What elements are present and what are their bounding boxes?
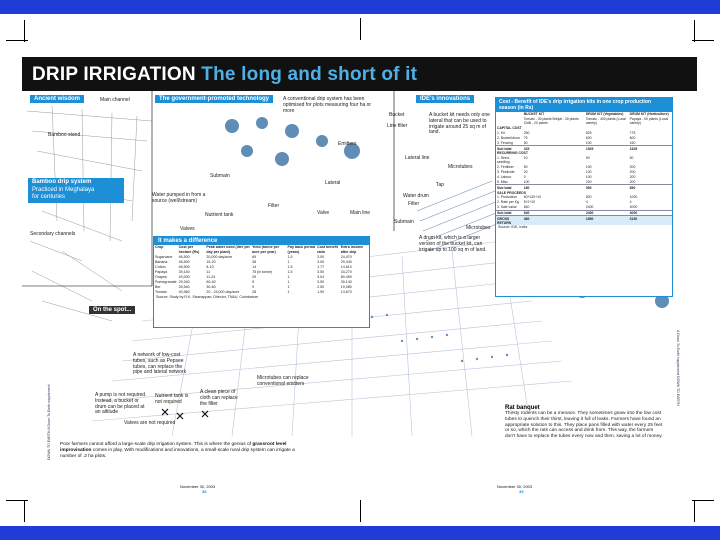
difference-source: Source: Study by R.K. Sivanappan, Director, TNAU, Coimbatore	[156, 295, 259, 300]
cost-cell: 50	[523, 140, 528, 145]
cost-subtotal-cell: Sub total	[496, 146, 523, 151]
intro-paragraph	[60, 442, 310, 460]
secondary-channels-label: Secondary channels	[30, 231, 76, 237]
crop-mark	[24, 20, 25, 42]
difference-cell: 3.50	[317, 280, 325, 285]
cost-sub-head-row	[496, 117, 672, 126]
cost-subtotal-cell: Sub total	[496, 185, 523, 190]
difference-cell: Pomegranate	[155, 280, 177, 285]
cost-cell: 4	[629, 200, 632, 205]
cost-cell: 50	[523, 165, 528, 170]
microtubes2-label: Microtubes	[466, 225, 491, 231]
cost-cell: 75	[523, 135, 528, 140]
cost-cell: 60+120+10	[523, 195, 541, 200]
difference-cell: 3.50	[317, 270, 325, 275]
drum-kit-desc: A drum kit, which is a larger version of the bucket kit, can irrigate up to 100 sq m of land.	[419, 235, 487, 253]
difference-cell: 14,670	[340, 290, 352, 295]
cost-subtotal-cell: 1525	[629, 146, 672, 151]
cost-subtotal-cell: 640	[523, 210, 585, 216]
intro-before: Poor farmers cannot afford a large-scale drip irrigation system. This is where the genius of	[60, 442, 251, 447]
difference-cell: 80,490	[340, 275, 352, 280]
cost-cell: 200	[585, 179, 592, 184]
difference-cell: 3.04	[317, 275, 325, 280]
ancient-wisdom-heading: Ancient wisdom	[30, 95, 84, 103]
difference-cell: 39,140	[178, 270, 190, 275]
cost-subtotal-cell: 180	[523, 185, 585, 190]
cost-subtotal-cell: Sub total	[496, 210, 523, 216]
col-header: Cost per hectare (Rs)	[178, 245, 200, 254]
cost-cell: 4000	[629, 205, 638, 210]
water-drum-label: Water drum	[403, 193, 429, 199]
cost-col-head: BUCKET KIT	[523, 112, 545, 117]
cost-cell: 2. Rate per Kg	[497, 200, 519, 205]
valve-cross-marks	[162, 409, 208, 419]
difference-cell: 40,960	[178, 290, 190, 295]
col-header: Cost benefit ratio	[317, 245, 338, 254]
title-bar	[22, 57, 697, 91]
difference-cell: 15-20	[206, 259, 216, 264]
nutrient-note: Nutrient tank is not required	[155, 393, 189, 405]
col-header: Crop	[155, 245, 164, 250]
cost-cell: 20	[523, 170, 528, 175]
difference-cell: Tomato	[155, 290, 167, 295]
difference-cell: 1	[287, 285, 290, 290]
cost-cell: 2400	[585, 205, 594, 210]
cost-heading: Cost - Benefit of IDE's drip irrigation kits in one crop production season (in Rs)	[496, 98, 672, 112]
difference-cell: 19,080	[340, 285, 352, 290]
crop-mark	[692, 40, 714, 41]
difference-cell: 14	[252, 264, 257, 269]
difference-cell: 11-24	[206, 275, 216, 280]
difference-cell: 1	[287, 259, 290, 264]
cost-cell: 50	[629, 156, 634, 161]
filter-label: Filter	[268, 203, 280, 209]
difference-table	[154, 245, 369, 295]
gross-cell: 3150	[629, 216, 672, 225]
difference-cell: Ber	[155, 285, 161, 290]
bamboo-sketch	[27, 106, 152, 321]
cost-sub-head: Tomato - 400 plants (Local variety)	[585, 117, 626, 126]
difference-cell: Banana	[155, 259, 168, 264]
cost-sub-head: Papaya - 50 plants (Local variety)	[629, 117, 669, 126]
difference-cell: 30-60	[206, 285, 216, 290]
ide-heading: IDE's innovations	[416, 95, 474, 103]
lateral-line-label: Lateral line	[405, 155, 430, 161]
top-blue-band	[0, 0, 720, 14]
cost-cell: 640	[523, 205, 530, 210]
cost-subtotal-cell: 4000	[629, 210, 672, 216]
cost-subtotal-cell: 2400	[585, 210, 629, 216]
cloth-note: A clean piece of cloth can replace the filter	[200, 389, 238, 407]
cost-source: Source: IDE, India	[498, 225, 528, 230]
cost-cell: 10	[523, 156, 528, 161]
cost-cell: 200	[629, 170, 636, 175]
difference-cell: 34,270	[340, 270, 352, 275]
bamboo-box-line: Bamboo drip system	[32, 179, 92, 185]
crop-mark	[360, 500, 361, 522]
difference-cell: 8-10	[206, 264, 214, 269]
cost-cell: 5+2+10	[523, 200, 536, 205]
cost-cell: 200	[629, 175, 636, 179]
cost-cell: 1. Production	[497, 195, 517, 200]
side-running-head-right: A Down To Earth supplement DOWN TO EARTH	[676, 330, 680, 406]
footer-date-left: November 30, 2003	[180, 484, 216, 489]
difference-cell: 60-40	[206, 280, 216, 285]
network-note: A network of low-cost tubes, such as Pepsee tubes, can replace the pipe and lateral network	[133, 352, 187, 376]
cost-cell: 50	[585, 156, 590, 161]
cost-row	[496, 156, 672, 165]
col-header: Pay back period (years)	[287, 245, 316, 254]
cost-cell: 3. Fencing	[497, 140, 513, 145]
gross-cell: GROSS RETURN	[496, 216, 523, 225]
cost-cell: 250	[523, 131, 530, 136]
difference-cell: 38	[252, 259, 257, 264]
cost-col-head: DRUM KIT (Vegetables)	[585, 112, 624, 117]
difference-cell: 46,500	[178, 259, 190, 264]
cost-cell: 600	[585, 135, 592, 140]
cost-sections	[496, 126, 672, 216]
cost-subtotal-cell: 1525	[585, 146, 629, 151]
pump-note: A pump is not required. Instead, a bucket or drum can be placed at an altitude	[95, 392, 147, 416]
col-header: Extra income after drip	[340, 245, 364, 254]
cost-cell: 775	[629, 131, 636, 136]
cost-cell: 1000	[629, 195, 638, 200]
cost-subtotal-cell: 325	[523, 146, 585, 151]
tap-label: Tap	[436, 182, 445, 188]
cost-cell: 1. Seed, seedling	[497, 156, 510, 165]
crop-mark	[694, 500, 695, 522]
side-running-head-left: DOWN TO EARTH A Down To Earth supplement	[47, 384, 51, 460]
page-number-left: 38	[202, 489, 207, 494]
difference-cell: Cotton	[155, 264, 166, 269]
bucket-kit-desc: A bucket kit needs only one lateral that can be used to irrigate around 25 sq m of land.	[429, 112, 490, 136]
rat-banquet-box	[505, 405, 663, 459]
difference-cell: 24,470	[340, 254, 352, 259]
on-the-spot-heading: On the spot...	[89, 306, 135, 314]
page-number-right: 39	[519, 489, 524, 494]
page-title	[32, 64, 417, 86]
title-sub: The long and short of it	[201, 64, 418, 85]
submain-label: Submain	[210, 173, 230, 179]
mainline-label: Main line	[350, 210, 371, 216]
crop-mark	[694, 20, 695, 42]
crop-mark	[24, 500, 25, 522]
difference-cell: 1.77	[317, 264, 325, 269]
lateral-label: Lateral	[325, 180, 341, 186]
crop-mark	[360, 18, 361, 40]
difference-cell: 20 - 24,000 day/acre	[206, 290, 240, 295]
cost-sub-head	[496, 117, 523, 126]
cost-cell: 800	[585, 195, 592, 200]
cost-cell: 4. Labour	[497, 175, 512, 179]
difference-cell: 1.5	[287, 270, 293, 275]
ide-submain-label: Submain	[394, 219, 414, 225]
bottom-blue-band	[0, 526, 720, 540]
difference-cell: Sugarcane	[155, 254, 173, 259]
valve-label: Valve	[317, 210, 330, 216]
difference-cell: 46,500	[178, 264, 190, 269]
conventional-note: A conventional drip system has been optimised for plots measuring four ha or more	[283, 96, 372, 114]
difference-cell: 28	[252, 290, 257, 295]
cost-cell: 100	[585, 140, 592, 145]
cost-sub-head: Tomato - 30 plants Brinjal - 30 plants Chilli - 20 plants	[523, 117, 579, 126]
cost-cell: 200	[629, 179, 636, 184]
microtubes-note: Microtubes can replace conventional emitters	[257, 375, 309, 387]
cost-cell: 2. Bucket/drum	[497, 135, 520, 140]
microtubes-label: Microtubes	[448, 164, 473, 170]
cost-section-title: RECURRING COST	[497, 151, 528, 156]
valves-note: Valves are not required	[124, 420, 176, 426]
bamboo-box-line: Practiced in Meghalaya	[32, 186, 95, 193]
difference-cell: Grapes	[155, 275, 167, 280]
difference-cell: 1	[287, 275, 290, 280]
cost-cell: 5. Misc	[497, 179, 508, 184]
difference-cell: 1	[287, 290, 290, 295]
cost-benefit-box	[495, 97, 673, 297]
gross-cell: 1850	[585, 216, 629, 225]
cost-cell: 825	[585, 131, 592, 136]
difference-cell: 46,500	[178, 254, 190, 259]
difference-cell: Papaya	[155, 270, 168, 275]
valves-label: Valves	[180, 226, 195, 232]
difference-cell: 1.5	[287, 254, 293, 259]
cost-col-head: DRUM KIT (Horticulture)	[629, 112, 669, 117]
cost-cell: 1. Kit	[497, 131, 505, 136]
emitters-label: Emitters	[338, 141, 357, 147]
title-main: DRIP IRRIGATION	[32, 64, 196, 85]
difference-cell: 2.50	[317, 285, 325, 290]
gross-return-row	[496, 216, 672, 225]
cost-cell: 100	[585, 175, 592, 179]
cost-cell: 2. Fertiliser	[497, 165, 514, 170]
difference-cell: 20,000 day/acre	[206, 254, 233, 259]
difference-cell: 29	[252, 275, 257, 280]
difference-cell: 3.00	[317, 254, 325, 259]
difference-cell: 1	[287, 280, 290, 285]
bamboo-drip-box	[28, 178, 124, 203]
difference-body	[154, 254, 369, 295]
main-channel-label: Main channel	[100, 97, 130, 103]
col-header: Peak water used (litre per day per plant)	[206, 245, 250, 254]
bamboo-stand-label: Bamboo stand	[48, 132, 81, 138]
cost-cell: 200	[629, 165, 636, 170]
difference-cell: 29,340	[178, 280, 190, 285]
difference-cell: 14,610	[340, 264, 352, 269]
difference-cell: 75 (in tonne)	[252, 270, 273, 275]
footer-date-right: November 30, 2003	[497, 484, 533, 489]
cost-cell: 3. Pesticide	[497, 170, 515, 175]
water-pumped-label: Water pumped in from a source (well/stream)	[152, 192, 206, 204]
intro-after: comes in play. With modifications and innovations, a small-scale rural drip system can irrigate a number of .2 ha plots.	[60, 447, 295, 459]
cost-cell: 0	[523, 175, 526, 179]
intro-emphasis: grassroot level improvisation	[60, 442, 287, 453]
rat-body: Thirsty rodents can be a menace. They sometimes gnaw into the low cost tubes to quench their thirst, leaving it full of leaks. Farmers have found an appropriate solution to this. They place pans filled with water every 25 feet or so, which the rats can access and drink from. This way, the farmers don't have to replace the tubes every now and then, saving a lot of money.	[505, 411, 663, 439]
line-filter-label: Line filter	[387, 123, 408, 129]
cost-section-title: SALE PROCEEDS	[497, 190, 527, 195]
difference-table-box	[153, 236, 370, 328]
cost-subtotal-cell: 850	[629, 185, 672, 190]
difference-cell: 3.00	[317, 259, 325, 264]
difference-cell: 69	[252, 254, 257, 259]
cost-subtotal-cell: 550	[585, 185, 629, 190]
bucket-label: Bucket	[389, 112, 405, 118]
gross-cell: 460	[523, 216, 585, 225]
cost-cell: 150	[629, 140, 636, 145]
cost-cell: 100	[523, 179, 530, 184]
rat-heading: Rat banquet	[505, 405, 540, 411]
footer-left	[180, 484, 215, 494]
difference-cell: 43,000	[178, 275, 190, 280]
difference-cell: 39,540	[178, 285, 190, 290]
govt-tech-heading: The government-promoted technology	[155, 95, 273, 103]
col-header: Yield (tonne per acre per year)	[252, 245, 280, 254]
crop-mark	[692, 500, 714, 501]
cost-cell: 3. Sale value	[497, 205, 517, 210]
difference-cell: 1.5	[287, 264, 293, 269]
difference-header-row	[154, 245, 369, 254]
ide-filter-label: Filter	[408, 201, 420, 207]
crop-mark	[6, 500, 28, 501]
nutrient-tank-label: Nutrient tank	[205, 212, 234, 218]
cost-section-title: CAPITAL COST	[497, 126, 522, 131]
difference-cell: 11	[206, 270, 211, 275]
crop-mark	[6, 40, 28, 41]
difference-heading: It makes a difference	[154, 237, 369, 245]
cost-table	[496, 112, 672, 225]
cost-cell: 100	[585, 170, 592, 175]
difference-cell: 1.90	[317, 290, 325, 295]
cost-cell: 600	[629, 135, 636, 140]
bamboo-box-line: for centuries	[32, 194, 66, 200]
difference-cell: 29,340	[340, 259, 352, 264]
difference-cell: 9	[252, 285, 255, 290]
footer-right	[497, 484, 532, 494]
cost-cell: 100	[585, 165, 592, 170]
difference-cell: 9	[252, 280, 255, 285]
cost-cell: 4	[585, 200, 588, 205]
difference-cell: 39,140	[340, 280, 352, 285]
